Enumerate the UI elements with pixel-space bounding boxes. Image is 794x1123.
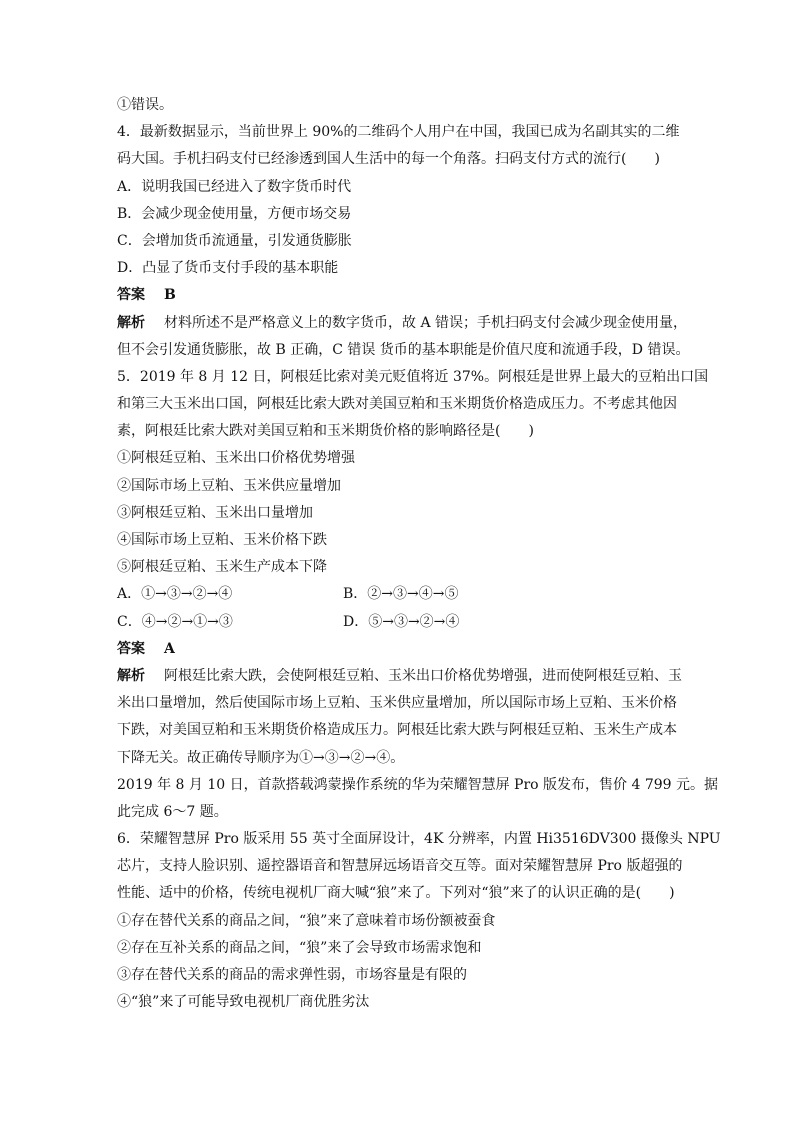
answer-label: 答案 <box>117 287 145 304</box>
material-line-2: 此完成 6～7 题。 <box>117 803 228 820</box>
document-page <box>117 92 721 1016</box>
question-4-stem-line-1: 4．最新数据显示，当前世界上 90%的二维码个人用户在中国，我国已成为名副其实的二维 <box>117 124 680 141</box>
question-4-option-a: A．说明我国已经进入了数字货币时代 <box>117 178 352 195</box>
question-5-item-1: ①阿根廷豆粕、玉米出口价格优势增强 <box>117 450 355 467</box>
answer-label: 答案 <box>117 640 145 657</box>
text-line: ①错误。 <box>117 97 173 113</box>
question-5-answer <box>117 636 683 663</box>
question-5-item-2: ②国际市场上豆粕、玉米供应量增加 <box>117 477 341 494</box>
analysis-text: 阿根廷比索大跌，会使阿根廷豆粕、玉米出口价格优势增强，进而使阿根廷豆粕、玉 <box>164 667 682 684</box>
question-6-item-4: ④“狼”来了可能导致电视机厂商优胜劣汰 <box>117 994 370 1011</box>
question-4-answer <box>117 282 683 309</box>
question-4-option-b: B．会减少现金使用量，方便市场交易 <box>117 205 352 222</box>
question-5-option-b: B．②→③→④→⑤ <box>343 586 459 603</box>
question-5-options-row-1 <box>117 581 683 608</box>
question-4-analysis-line-2: 但不会引发通货膨胀，故 B 正确，C 错误 货币的基本职能是价值尺度和流通手段，D 错误。 <box>117 341 690 358</box>
question-4-stem-line-2: 码大国。手机扫码支付已经渗透到国人生活中的每一个角落。扫码支付方式的流行( ) <box>117 151 660 168</box>
question-6-stem-line-1: 6．荣耀智慧屏 Pro 版采用 55 英寸全面屏设计，4K 分辨率，内置 Hi3516DV300 摄像头 NPU <box>117 831 721 848</box>
question-6-item-3: ③存在替代关系的商品的需求弹性弱，市场容量是有限的 <box>117 967 467 983</box>
question-6-stem-line-3: 性能、适中的价格，传统电视机厂商大喊“狼”来了。下列对“狼”来了的认识正确的是( ) <box>117 885 675 902</box>
question-5-item-3: ③阿根廷豆粕、玉米出口量增加 <box>117 504 313 521</box>
question-4-option-c: C．会增加货币流通量，引发通货膨胀 <box>117 232 352 249</box>
question-5-stem-line-1: 5．2019 年 8 月 12 日，阿根廷比索对美元贬值将近 37%。阿根廷是世界上最大的豆粕出口国 <box>117 368 709 385</box>
question-5-analysis-line-2: 米出口量增加，然后使国际市场上豆粕、玉米供应量增加，所以国际市场上豆粕、玉米价格 <box>117 695 677 712</box>
question-5-option-c: C．④→②→①→③ <box>117 613 233 630</box>
question-5-analysis-line-3: 下跌，对美国豆粕和玉米期货价格造成压力。阿根廷比索大跌与阿根廷豆粕、玉米生产成本 <box>117 722 677 739</box>
question-6-item-2: ②存在互补关系的商品之间，“狼”来了会导致市场需求饱和 <box>117 939 482 956</box>
question-6-item-1: ①存在替代关系的商品之间，“狼”来了意味着市场份额被蚕食 <box>117 912 496 929</box>
answer-value: A <box>164 640 175 657</box>
question-5-item-5: ⑤阿根廷豆粕、玉米生产成本下降 <box>117 559 327 576</box>
question-5-option-a: A．①→③→②→④ <box>117 586 233 603</box>
question-4-option-d: D．凸显了货币支付手段的基本职能 <box>117 260 339 277</box>
question-5-stem-line-3: 素，阿根廷比索大跌对美国豆粕和玉米期货价格的影响路径是( ) <box>117 423 534 440</box>
analysis-label: 解析 <box>117 314 145 331</box>
question-5-analysis-line-4: 下降无关。故正确传导顺序为①→③→②→④。 <box>117 749 405 766</box>
question-5-item-4: ④国际市场上豆粕、玉米价格下跌 <box>117 532 327 548</box>
question-4-analysis-line-1 <box>117 310 688 337</box>
answer-value: B <box>164 287 176 304</box>
question-5-options-row-2 <box>117 609 683 636</box>
analysis-text: 材料所述不是严格意义上的数字货币，故 A 错误；手机扫码支付会减少现金使用量， <box>164 314 688 331</box>
question-5-analysis-line-1 <box>117 663 683 690</box>
question-5-option-d: D．⑤→③→②→④ <box>343 613 460 630</box>
question-6-stem-line-2: 芯片，支持人脸识别、遥控器语音和智慧屏远场语音交互等。面对荣耀智慧屏 Pro 版超强的 <box>117 858 683 875</box>
material-line-1: 2019 年 8 月 10 日，首款搭载鸿蒙操作系统的华为荣耀智慧屏 Pro 版发布，售价 4 799 元。据 <box>117 776 719 793</box>
analysis-label: 解析 <box>117 667 145 684</box>
question-5-stem-line-2: 和第三大玉米出口国，阿根廷比索大跌对美国豆粕和玉米期货价格造成压力。不考虑其他因 <box>117 396 677 413</box>
